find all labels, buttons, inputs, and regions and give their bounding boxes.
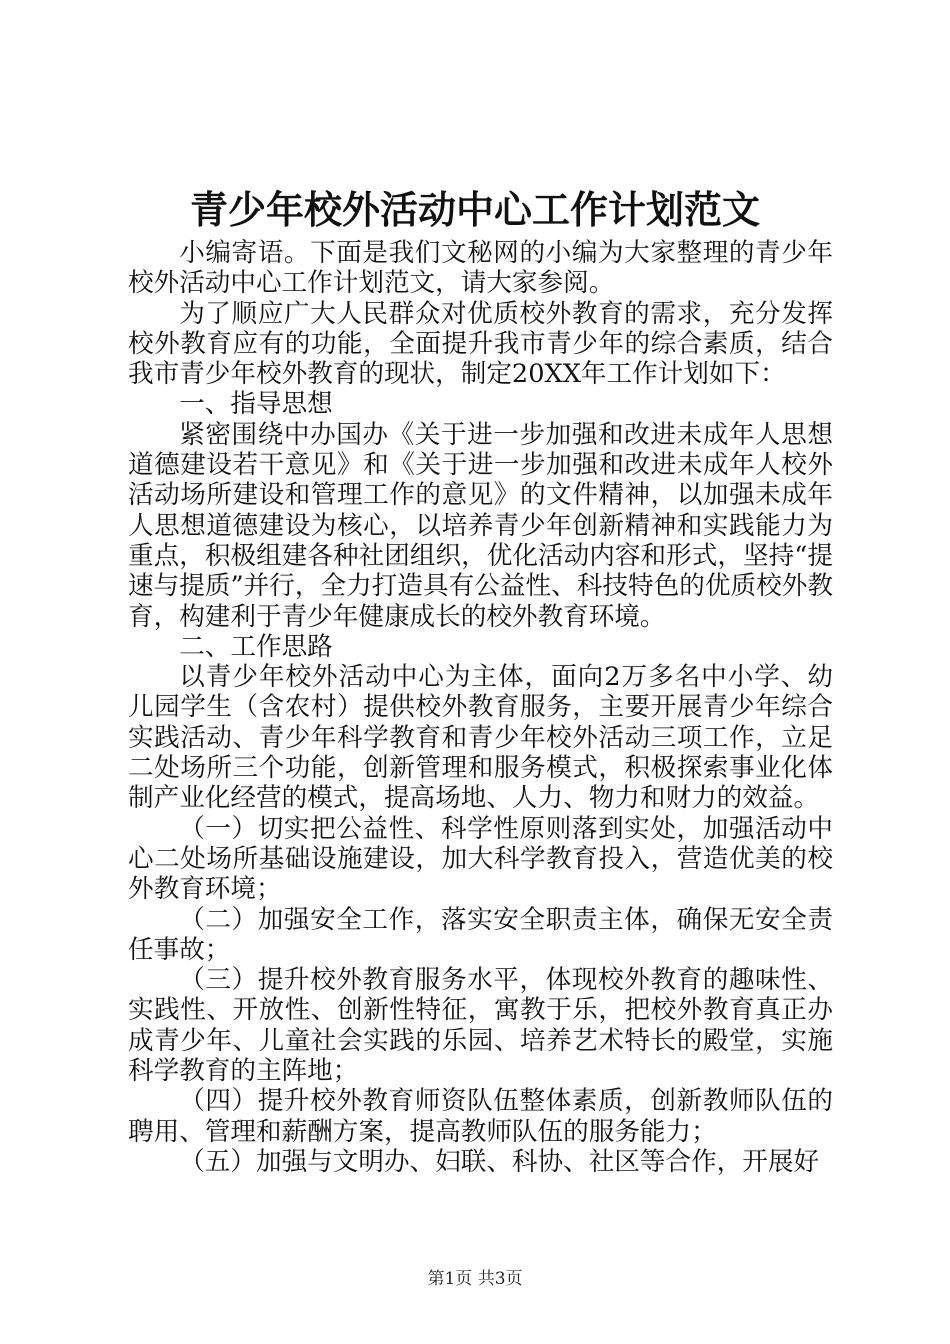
paragraph-purpose: 为了顺应广大人民群众对优质校外教育的需求，充分发挥校外教育应有的功能，全面提升我市青少年的综合素质，结合我市青少年校外教育的现状，制定20XX年工作计划如下： (128, 298, 833, 390)
paragraph-work-approach: 以青少年校外活动中心为主体，面向2万多名中小学、幼儿园学生（含农村）提供校外教育服务，主要开展青少年综合实践活动、青少年科学教育和青少年校外活动三项工作，立足二处场所三个功能，创新管理和服务模式，积极探索事业化体制产业化经营的模式，提高场地、人力、物力和财力的效益。 (128, 662, 833, 814)
list-item-2: （二）加强安全工作，落实安全职责主体，确保无安全责任事故； (128, 904, 833, 965)
list-item-5: （五）加强与文明办、妇联、科协、社区等合作，开展好 (179, 1146, 820, 1177)
section-heading-guiding-thought: 一、指导思想 (179, 389, 333, 420)
list-item-4: （四）提升校外教育师资队伍整体素质，创新教师队伍的聘用、管理和薪酬方案，提高教师队伍的服务能力； (128, 1086, 833, 1147)
paragraph-guiding-thought: 紧密围绕中办国办《关于进一步加强和改进未成年人思想道德建设若干意见》和《关于进一步加强和改进未成年人校外活动场所建设和管理工作的意见》的文件精神，以加强未成年人思想道德建设为核心，以培养青少年创新精神和实践能力为重点，积极组建各种社团组织，优化活动内容和形式，坚持“提速与提质”并行，全力打造具有公益性、科技特色的优质校外教育，构建利于青少年健康成长的校外教育环境。 (128, 419, 833, 632)
page-title: 青少年校外活动中心工作计划范文 (189, 187, 760, 232)
list-item-1: （一）切实把公益性、科学性原则落到实处，加强活动中心二处场所基础设施建设，加大科学教育投入，营造优美的校外教育环境； (128, 813, 833, 905)
page-number-footer: 第1页 共3页 (427, 1269, 523, 1289)
list-item-3: （三）提升校外教育服务水平，体现校外教育的趣味性、实践性、开放性、创新性特征，寓教于乐，把校外教育真正办成青少年、儿童社会实践的乐园、培养艺术特长的殿堂，实施科学教育的主阵地； (128, 965, 833, 1087)
paragraph-intro: 小编寄语。下面是我们文秘网的小编为大家整理的青少年校外活动中心工作计划范文，请大家参阅。 (128, 238, 833, 299)
section-heading-work-approach: 二、工作思路 (179, 631, 333, 662)
document-body (128, 238, 833, 1177)
